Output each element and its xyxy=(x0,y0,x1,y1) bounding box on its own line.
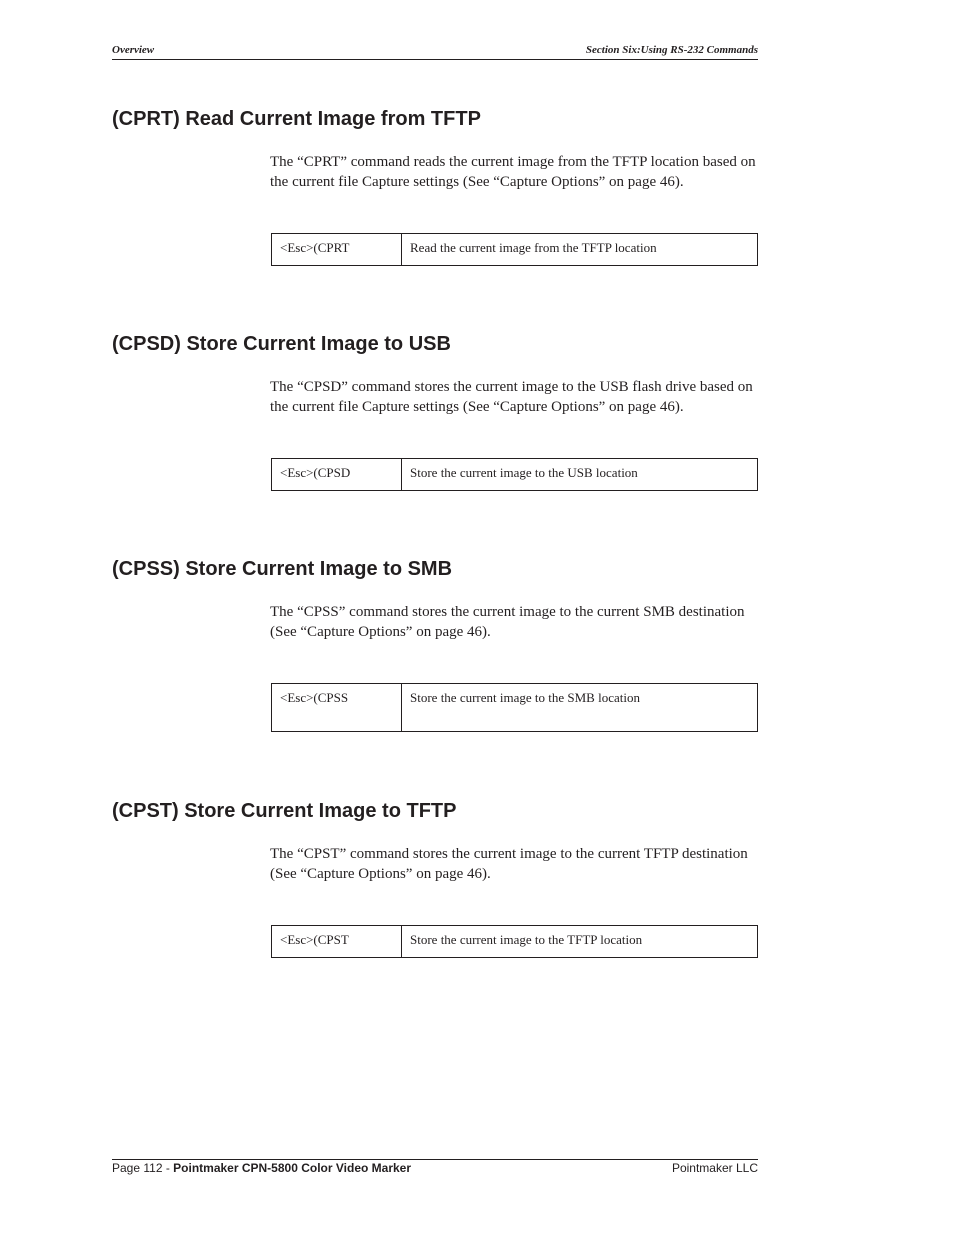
section-description: The “CPSD” command stores the current image to the USB flash drive based on the current file Capture settings (See “Capture Options” on page 46). xyxy=(270,379,753,415)
section-title: (CPSD) Store Current Image to USB xyxy=(112,333,451,355)
command-description: Read the current image from the TFTP location xyxy=(410,240,657,255)
command-description: Store the current image to the TFTP location xyxy=(410,932,643,947)
header-chapter-title: Section Six:Using RS-232 Commands xyxy=(585,44,758,56)
footer-company: Pointmaker LLC xyxy=(671,1161,758,1175)
section-cpss xyxy=(112,557,758,705)
command-code: <Esc>(CPST xyxy=(272,926,402,957)
command-table xyxy=(271,925,758,958)
command-code: <Esc>(CPSD xyxy=(272,459,402,490)
section-cpsd xyxy=(112,332,758,480)
footer-page-number: Page 112 - xyxy=(112,1161,174,1175)
section-description: The “CPST” command stores the current image to the current TFTP destination (See “Capture Options” on page 46). xyxy=(270,846,748,882)
page-header xyxy=(112,44,758,60)
command-table xyxy=(271,683,758,732)
section-title: (CPST) Store Current Image to TFTP xyxy=(112,800,457,822)
command-description: Store the current image to the USB location xyxy=(410,465,638,480)
section-cprt xyxy=(112,107,758,255)
section-description: The “CPSS” command stores the current image to the current SMB destination (See “Capture Options” on page 46). xyxy=(270,604,745,640)
section-title: (CPSS) Store Current Image to SMB xyxy=(112,558,453,580)
command-description: Store the current image to the SMB location xyxy=(410,690,640,705)
command-table xyxy=(271,458,758,491)
command-table xyxy=(271,233,758,266)
command-code: <Esc>(CPRT xyxy=(272,234,402,265)
section-cpst xyxy=(112,799,758,947)
section-title: (CPRT) Read Current Image from TFTP xyxy=(112,108,481,130)
footer-product-name: Pointmaker CPN-5800 Color Video Marker xyxy=(173,1161,412,1175)
footer-page-info xyxy=(112,1161,411,1175)
section-description: The “CPRT” command reads the current image from the TFTP location based on the current file Capture settings (See “Capture Options” on page 46). xyxy=(270,154,756,190)
header-section-name: Overview xyxy=(112,44,155,56)
command-code: <Esc>(CPSS xyxy=(272,684,402,731)
page-footer xyxy=(112,1159,758,1175)
